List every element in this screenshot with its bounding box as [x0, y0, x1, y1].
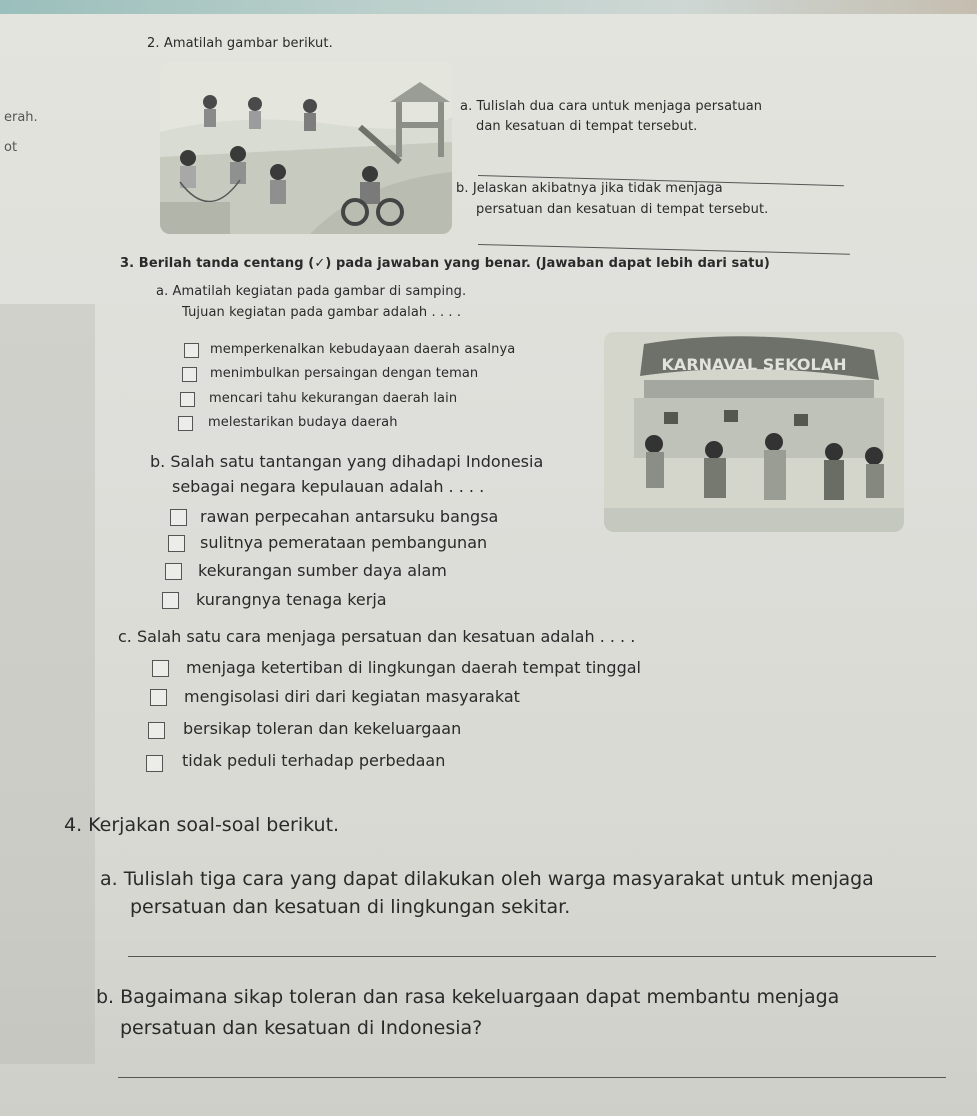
q3-heading-text: 3. Berilah tanda centang (✓) pada jawaban yang benar. (Jawaban dapat lebih dari satu) [120, 256, 770, 271]
carnival-illustration [604, 332, 904, 532]
playground-illustration [160, 62, 452, 234]
q4b-prompt-line2: persatuan dan kesatuan di Indonesia? [120, 1017, 483, 1039]
q3c-option-4-checkbox[interactable] [146, 755, 163, 772]
q3b-option-1-checkbox[interactable] [170, 509, 187, 526]
carnival-banner-text: KARNAVAL SEKOLAH [661, 355, 847, 374]
q3a-option-2-label: menimbulkan persaingan dengan teman [210, 366, 479, 381]
q3c-option-2-label: mengisolasi diri dari kegiatan masyarakat [184, 687, 520, 706]
q2a-prompt-line2: dan kesatuan di tempat tersebut. [476, 119, 698, 134]
previous-page-edge [0, 304, 95, 1064]
q3a-option-3-label: mencari tahu kekurangan daerah lain [209, 391, 458, 406]
q3c-option-1-checkbox[interactable] [152, 660, 169, 677]
q3b-option-2-label: sulitnya pemerataan pembangunan [200, 533, 488, 552]
q4-heading: 4. Kerjakan soal-soal berikut. [64, 814, 340, 836]
q3-heading [120, 256, 770, 271]
margin-fragment: ot [4, 140, 18, 155]
q3c-prompt-line1: c. Salah satu cara menjaga persatuan dan kesatuan adalah . . . . [118, 627, 636, 646]
q3c-option-3-checkbox[interactable] [148, 722, 165, 739]
q3c-option-3-label: bersikap toleran dan kekeluargaan [183, 719, 462, 738]
q3a-option-1-label: memperkenalkan kebudayaan daerah asalnya [210, 342, 516, 357]
worksheet-page [0, 14, 977, 1116]
q3b-option-3-label: kekurangan sumber daya alam [198, 561, 447, 580]
q4a-prompt-line2: persatuan dan kesatuan di lingkungan sekitar. [130, 896, 571, 918]
q3b-option-4-checkbox[interactable] [162, 592, 179, 609]
q3b-prompt-line2: sebagai negara kepulauan adalah . . . . [172, 477, 485, 496]
q3b-option-1-label: rawan perpecahan antarsuku bangsa [200, 507, 499, 526]
q4a-answer-line[interactable] [128, 956, 936, 957]
q3b-option-4-label: kurangnya tenaga kerja [196, 590, 387, 609]
carnival-image [604, 332, 904, 532]
q3b-option-3-checkbox[interactable] [165, 563, 182, 580]
q4a-prompt-line1: a. Tulislah tiga cara yang dapat dilakukan oleh warga masyarakat untuk menjaga [100, 868, 874, 890]
q3a-option-2-checkbox[interactable] [182, 367, 197, 382]
q3a-option-3-checkbox[interactable] [180, 392, 195, 407]
q2b-prompt-line2: persatuan dan kesatuan di tempat tersebut. [476, 202, 769, 217]
q3b-prompt-line1: b. Salah satu tantangan yang dihadapi Indonesia [150, 452, 544, 471]
q3a-option-4-label: melestarikan budaya daerah [208, 415, 398, 430]
margin-fragment: erah. [4, 110, 38, 125]
q3c-option-1-label: menjaga ketertiban di lingkungan daerah tempat tinggal [186, 658, 641, 677]
q3b-option-2-checkbox[interactable] [168, 535, 185, 552]
q3a-option-4-checkbox[interactable] [178, 416, 193, 431]
q4b-prompt-line1: b. Bagaimana sikap toleran dan rasa kekeluargaan dapat membantu menjaga [96, 986, 840, 1008]
q4b-answer-line[interactable] [118, 1077, 946, 1078]
playground-image [160, 62, 452, 234]
q3a-option-1-checkbox[interactable] [184, 343, 199, 358]
q3a-prompt-line2: Tujuan kegiatan pada gambar adalah . . . . [182, 305, 462, 320]
q3a-prompt-line1: a. Amatilah kegiatan pada gambar di samping. [156, 284, 467, 299]
q3c-option-4-label: tidak peduli terhadap perbedaan [182, 751, 446, 770]
q3c-option-2-checkbox[interactable] [150, 689, 167, 706]
q2a-prompt-line1: a. Tulislah dua cara untuk menjaga persatuan [460, 99, 763, 114]
q2-heading: 2. Amatilah gambar berikut. [147, 36, 333, 51]
q2b-prompt-line1: b. Jelaskan akibatnya jika tidak menjaga [456, 181, 723, 196]
